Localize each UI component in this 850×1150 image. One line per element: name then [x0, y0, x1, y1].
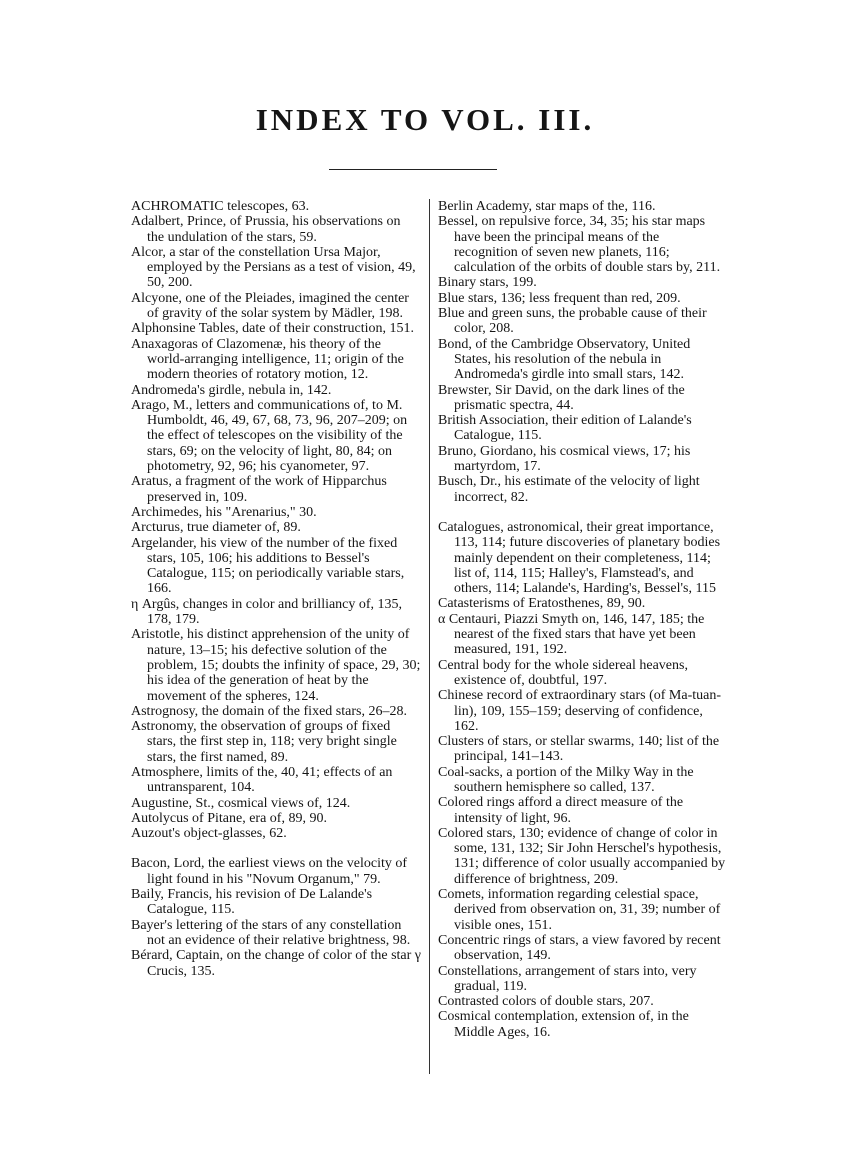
index-entry: Comets, information regarding celestial space, derived from observation on, 31, 39; number of visible ones, 151. — [438, 887, 721, 933]
index-entry: α Centauri, Piazzi Smyth on, 146, 147, 185; the nearest of the fixed stars that have yet been measured, 191, 192. — [438, 611, 705, 658]
index-entry: Central body for the whole sidereal heavens, existence of, doubtful, 197. — [438, 657, 688, 688]
index-entry: Catasterisms of Eratosthenes, 89, 90. — [438, 596, 646, 612]
index-entry: Astrognosy, the domain of the fixed stars, 26–28. — [131, 703, 407, 719]
index-entry: Autolycus of Pitane, era of, 89, 90. — [131, 810, 327, 826]
index-entry: Bruno, Giordano, his cosmical views, 17; his martyrdom, 17. — [438, 443, 691, 475]
index-entry: Alcor, a star of the constellation Ursa Major, employed by the Persians as a test of vision, 49, 50, 200. — [131, 244, 416, 291]
index-entry: Arcturus, true diameter of, 89. — [131, 520, 301, 536]
index-entry: Alphonsine Tables, date of their construction, 151. — [131, 321, 414, 337]
index-entry: Baily, Francis, his revision of De Lalande's Catalogue, 115. — [131, 887, 373, 918]
index-entry: Coal-sacks, a portion of the Milky Way in the southern hemisphere so called, 137. — [438, 764, 694, 795]
index-entry: Alcyone, one of the Pleiades, imagined the center of gravity of the solar system by Mädler, 198. — [131, 290, 409, 322]
index-entry: Blue and green suns, the probable cause of their color, 208. — [438, 306, 707, 337]
page-title: INDEX TO VOL. III. — [255, 102, 595, 137]
index-entry: Aristotle, his distinct apprehension of the unity of nature, 13–15; his defective solution of the problem, 15; doubts the infinity of space, 29, 30; his idea of the generation of heat by the movement of the spheres, 124. — [131, 627, 421, 704]
index-entry: Chinese record of extraordinary stars (of Ma-tuan-lin), 109, 155–159; deserving of confidence, 162. — [438, 688, 722, 734]
index-entry: Astronomy, the observation of groups of fixed stars, the first step in, 118; very bright single stars, the first named, 89. — [131, 719, 397, 765]
index-entry: Binary stars, 199. — [438, 275, 537, 291]
index-column-left — [131, 199, 421, 979]
index-entry: Constellations, arrangement of stars into, very gradual, 119. — [438, 963, 697, 994]
title-rule — [329, 169, 497, 170]
index-entry: Bacon, Lord, the earliest views on the velocity of light found in his "Novum Organum," 79. — [131, 856, 408, 887]
index-entry: Blue stars, 136; less frequent than red, 209. — [438, 290, 681, 306]
index-entry: ACHROMATIC telescopes, 63. — [131, 199, 310, 214]
index-entry: Bessel, on repulsive force, 34, 35; his star maps have been the principal means of the recognition of seven new planets, 116; calculation of the orbits of double stars by, 211. — [438, 214, 721, 276]
index-entry: Busch, Dr., his estimate of the velocity of light incorrect, 82. — [438, 474, 700, 505]
index-entry: Concentric rings of stars, a view favored by recent observation, 149. — [438, 932, 721, 964]
index-entry: Argelander, his view of the number of the fixed stars, 105, 106; his additions to Bessel's Catalogue, 115; on periodically variable stars, 166. — [131, 535, 405, 597]
index-entry: Arago, M., letters and communications of, to M. Humboldt, 46, 49, 67, 68, 73, 96, 207–209; on the effect of telescopes on the visibility of the stars, 69; on the velocity of light, 80, 84; on photometry, 92, 96; his cyanometer, 97. — [131, 397, 408, 475]
index-entry: Andromeda's girdle, nebula in, 142. — [131, 382, 332, 398]
index-entry: Archimedes, his "Arenarius," 30. — [131, 504, 317, 520]
index-column-right — [438, 199, 726, 1040]
index-entry: Colored rings afford a direct measure of the intensity of light, 96. — [438, 795, 684, 826]
index-entry: Adalbert, Prince, of Prussia, his observations on the undulation of the stars, 59. — [131, 214, 401, 245]
index-entry: Colored stars, 130; evidence of change of color in some, 131, 132; Sir John Herschel's hypothesis, 131; difference of color usually accompanied by difference of brightness, 209. — [438, 825, 726, 887]
column-divider — [429, 199, 430, 1074]
index-entry: Brewster, Sir David, on the dark lines of the prismatic spectra, 44. — [438, 382, 685, 413]
index-entry: Bayer's lettering of the stars of any constellation not an evidence of their relative brightness, 98. — [131, 917, 411, 948]
index-entry: Catalogues, astronomical, their great importance, 113, 114; future discoveries of planetary bodies mainly dependent on their completeness, 114; list of, 114, 115; Halley's, Flamstead's, and others, 114; Lalande's, Harding's, Bessel's, 115 — [438, 519, 721, 597]
index-entry: Anaxagoras of Clazomenæ, his theory of the world-arranging intelligence, 11; origin of the modern theories of rotatory motion, 12. — [131, 336, 404, 383]
index-entry: British Association, their edition of Lalande's Catalogue, 115. — [438, 413, 692, 444]
index-entry: Contrasted colors of double stars, 207. — [438, 994, 654, 1010]
index-entry: Clusters of stars, or stellar swarms, 140; list of the principal, 141–143. — [438, 734, 720, 765]
index-entry: Atmosphere, limits of the, 40, 41; effects of an untransparent, 104. — [131, 764, 393, 796]
index-entry: Cosmical contemplation, extension of, in the Middle Ages, 16. — [438, 1009, 689, 1040]
index-entry: η Argûs, changes in color and brilliancy of, 135, 178, 179. — [131, 596, 403, 628]
index-entry: Bérard, Captain, on the change of color of the star γ Crucis, 135. — [131, 948, 421, 979]
index-entry: Aratus, a fragment of the work of Hipparchus preserved in, 109. — [131, 474, 387, 505]
index-entry: Auzout's object-glasses, 62. — [131, 826, 287, 842]
index-entry: Bond, of the Cambridge Observatory, United States, his resolution of the nebula in Andromeda's girdle into small stars, 142. — [438, 336, 691, 383]
index-entry: Berlin Academy, star maps of the, 116. — [438, 199, 656, 214]
index-entry: Augustine, St., cosmical views of, 124. — [131, 795, 351, 811]
